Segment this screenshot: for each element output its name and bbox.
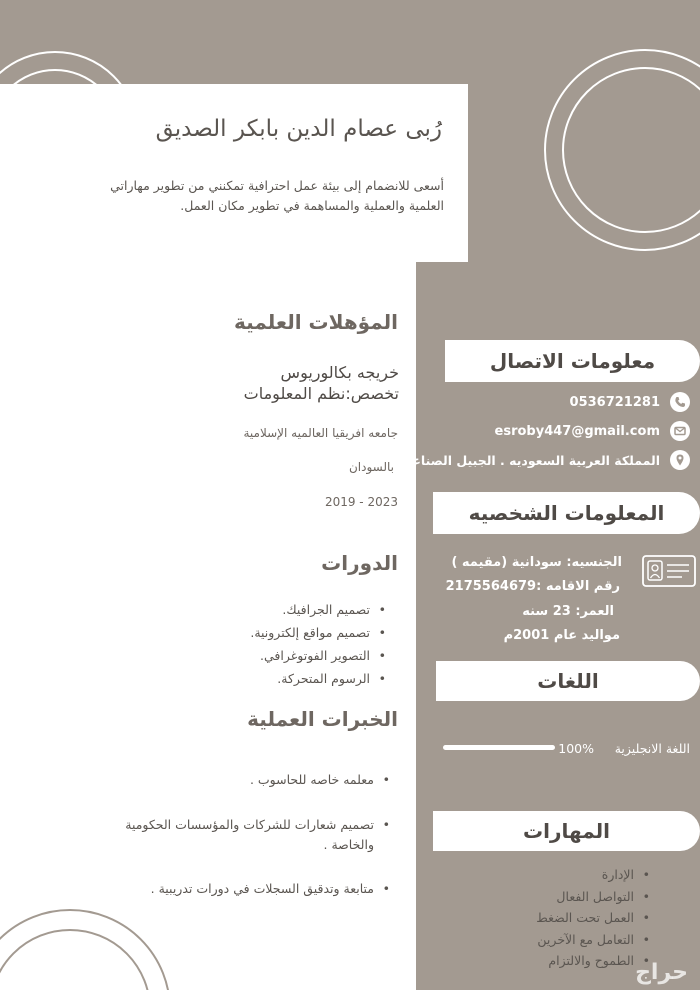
- skills-heading-pill: [433, 811, 700, 851]
- deco-circle: [563, 68, 700, 232]
- skills-heading: المهارات: [523, 819, 610, 843]
- address: المملكة العربية السعوديه . الجبيل الصناعيه: [399, 453, 660, 468]
- education-heading: المؤهلات العلمية: [234, 310, 398, 334]
- list-item: • متابعة وتدقيق السجلات في دورات تدريبية .: [100, 879, 374, 899]
- list-item: • الإدارة: [536, 864, 634, 886]
- list-item: • الرسوم المتحركة.: [250, 667, 370, 690]
- age: العمر: 23 سنه: [522, 604, 614, 619]
- experience-list: [100, 815, 374, 855]
- mail-icon: [670, 421, 690, 441]
- language-name: اللغة الانجليزية: [614, 741, 690, 756]
- languages-heading: اللغات: [537, 669, 599, 693]
- list-item: • العمل تحت الضغط: [536, 907, 634, 929]
- contact-heading-pill: [445, 340, 700, 382]
- university-location: بالسودان: [348, 460, 394, 474]
- experience-heading: الخبرات العملية: [247, 707, 398, 731]
- experience-list: [100, 879, 374, 899]
- list-item: • تصميم شعارات للشركات والمؤسسات الحكومية والخاصة .: [100, 815, 374, 855]
- career-objective: أسعى للانضمام إلى بيئة عمل احترافية تمكنني من تطوير مهاراتي العلمية والعملية والمساهمة في تطوير مكان العمل.: [110, 178, 444, 213]
- courses-heading: الدورات: [321, 551, 398, 575]
- deco-circle: [545, 50, 700, 250]
- residence-number: رقم الاقامه :2175564679: [445, 579, 620, 594]
- degree-major: تخصص:نظم المعلومات: [243, 384, 399, 403]
- birth-year: مواليد عام 2001م: [503, 628, 620, 643]
- languages-heading-pill: [436, 661, 700, 701]
- list-item: • التواصل الفعال: [536, 886, 634, 908]
- list-item: • تصميم الجرافيك.: [250, 598, 370, 621]
- list-item: • التعامل مع الآخرين: [536, 929, 634, 951]
- language-percent: 100%: [558, 741, 594, 756]
- courses-list: [250, 598, 370, 690]
- degree-block: [244, 362, 399, 404]
- nationality: الجنسيه: سودانية (مقيمه ): [451, 555, 622, 570]
- phone-icon: [670, 392, 690, 412]
- watermark-logo: حراج: [635, 960, 688, 985]
- location-icon: [670, 450, 690, 470]
- degree-title: خريجه بكالوريوس: [280, 363, 399, 382]
- phone-number[interactable]: 0536721281: [569, 395, 660, 410]
- list-item: • الطموح والالتزام: [536, 950, 634, 972]
- list-item: • تصميم مواقع إلكترونية.: [250, 621, 370, 644]
- personal-heading-pill: [433, 492, 700, 534]
- list-item: • التصوير الفوتوغرافي.: [250, 644, 370, 667]
- language-level-bar: [443, 745, 555, 750]
- header-panel: [0, 84, 468, 262]
- skills-list: [536, 864, 634, 972]
- study-years: 2019 - 2023: [324, 495, 398, 509]
- personal-heading: المعلومات الشخصيه: [468, 501, 665, 525]
- email-address[interactable]: esroby447@gmail.com: [494, 424, 660, 439]
- university-name: جامعه افريقيا العالميه الإسلامية: [243, 426, 398, 440]
- person-name: رُبى عصام الدين بابكر الصديق: [155, 116, 442, 142]
- experience-list: [100, 770, 374, 790]
- list-item: • معلمه خاصه للحاسوب .: [100, 770, 374, 790]
- contact-heading: معلومات الاتصال: [489, 349, 656, 373]
- id-card-icon: [642, 555, 696, 587]
